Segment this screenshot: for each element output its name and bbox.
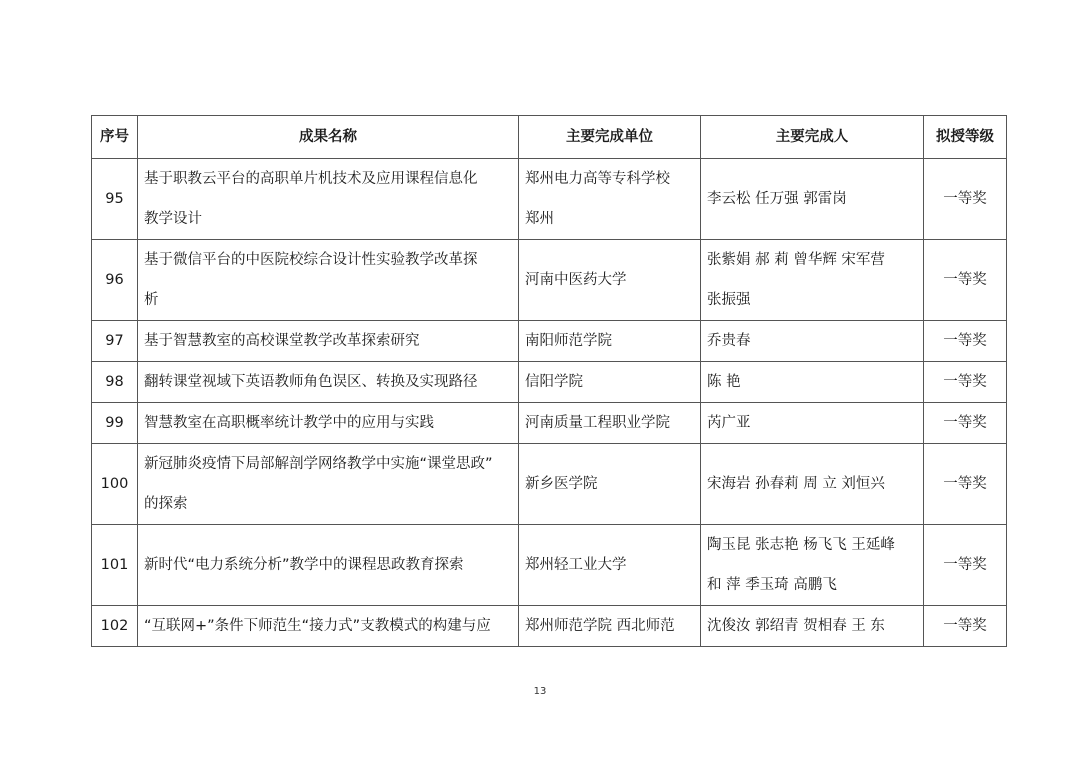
cell-award-level: 一等奖 [924,240,1007,321]
cell-main-persons [701,240,924,321]
table-row [92,362,1007,403]
cell-main-unit-line: 郑州电力高等专科学校 [525,171,670,187]
cell-main-unit [519,362,701,403]
cell-main-unit [519,159,701,240]
cell-main-persons [701,321,924,362]
cell-achievement-name [138,444,519,525]
cell-award-level: 一等奖 [924,403,1007,444]
cell-main-unit [519,321,701,362]
cell-award-level: 一等奖 [924,159,1007,240]
cell-achievement-name [138,362,519,403]
header-award-level: 拟授等级 [924,116,1007,159]
cell-main-unit-line: 郑州轻工业大学 [525,557,627,573]
cell-main-unit-line: 河南中医药大学 [525,272,627,288]
table-row [92,159,1007,240]
cell-main-persons [701,362,924,403]
table-row [92,606,1007,647]
cell-main-persons-line: 张紫娟 郝 莉 曾华辉 宋军营 [707,252,885,268]
cell-main-unit [519,403,701,444]
cell-award-level: 一等奖 [924,444,1007,525]
table-row [92,525,1007,606]
table-body [92,159,1007,647]
table-header-row [92,116,1007,159]
cell-achievement-name-line: “互联网+”条件下师范生“接力式”支教模式的构建与应 [144,618,491,634]
cell-main-persons-line: 乔贵春 [707,333,751,349]
cell-main-unit [519,444,701,525]
cell-main-unit-line: 河南质量工程职业学院 [525,415,670,431]
cell-main-unit [519,606,701,647]
cell-main-persons-line: 张振强 [707,292,751,308]
cell-main-persons-line: 宋海岩 孙春莉 周 立 刘恒兴 [707,476,885,492]
cell-main-unit-line: 郑州师范学院 西北师范 [525,618,675,634]
cell-serial-number: 95 [92,159,138,240]
cell-achievement-name [138,159,519,240]
cell-main-persons [701,444,924,525]
table-row [92,403,1007,444]
cell-serial-number: 98 [92,362,138,403]
header-main-persons: 主要完成人 [701,116,924,159]
cell-achievement-name-line: 析 [144,292,159,308]
cell-achievement-name [138,403,519,444]
header-achievement-name: 成果名称 [138,116,519,159]
cell-award-level: 一等奖 [924,321,1007,362]
cell-main-persons-line: 和 萍 季玉琦 高鹏飞 [707,577,837,593]
cell-main-unit-line: 信阳学院 [525,374,583,390]
table-row [92,444,1007,525]
awards-table [91,115,1007,647]
cell-main-persons [701,159,924,240]
cell-main-unit [519,240,701,321]
cell-award-level: 一等奖 [924,525,1007,606]
cell-main-persons-line: 李云松 任万强 郭雷岗 [707,191,847,207]
cell-achievement-name-line: 翻转课堂视域下英语教师角色误区、转换及实现路径 [144,374,478,390]
cell-achievement-name-line: 新冠肺炎疫情下局部解剖学网络教学中实施“课堂思政” [144,456,493,472]
cell-main-persons [701,525,924,606]
cell-main-persons-line: 陶玉昆 张志艳 杨飞飞 王延峰 [707,537,895,553]
page-number: 13 [533,686,547,697]
cell-achievement-name-line: 基于职教云平台的高职单片机技术及应用课程信息化 [144,171,478,187]
header-serial-number: 序号 [92,116,138,159]
header-main-unit: 主要完成单位 [519,116,701,159]
cell-main-persons-line: 陈 艳 [707,374,741,390]
cell-achievement-name [138,321,519,362]
cell-achievement-name-line: 智慧教室在高职概率统计教学中的应用与实践 [144,415,434,431]
cell-main-unit-line: 新乡医学院 [525,476,598,492]
cell-serial-number: 97 [92,321,138,362]
cell-serial-number: 101 [92,525,138,606]
cell-achievement-name [138,525,519,606]
cell-main-persons [701,403,924,444]
cell-achievement-name-line: 教学设计 [144,211,202,227]
cell-serial-number: 100 [92,444,138,525]
cell-award-level: 一等奖 [924,606,1007,647]
cell-achievement-name [138,240,519,321]
cell-main-persons-line: 芮广亚 [707,415,751,431]
cell-award-level: 一等奖 [924,362,1007,403]
cell-achievement-name-line: 基于智慧教室的高校课堂教学改革探索研究 [144,333,420,349]
cell-serial-number: 99 [92,403,138,444]
table-row [92,321,1007,362]
cell-main-persons [701,606,924,647]
cell-achievement-name-line: 的探索 [144,496,188,512]
cell-main-unit-line: 郑州 [525,211,554,227]
cell-main-persons-line: 沈俊汝 郭绍青 贺相春 王 东 [707,618,885,634]
cell-main-unit-line: 南阳师范学院 [525,333,612,349]
cell-achievement-name-line: 基于微信平台的中医院校综合设计性实验教学改革探 [144,252,478,268]
cell-serial-number: 102 [92,606,138,647]
table-row [92,240,1007,321]
cell-achievement-name-line: 新时代“电力系统分析”教学中的课程思政教育探索 [144,557,464,573]
cell-main-unit [519,525,701,606]
cell-achievement-name [138,606,519,647]
cell-serial-number: 96 [92,240,138,321]
